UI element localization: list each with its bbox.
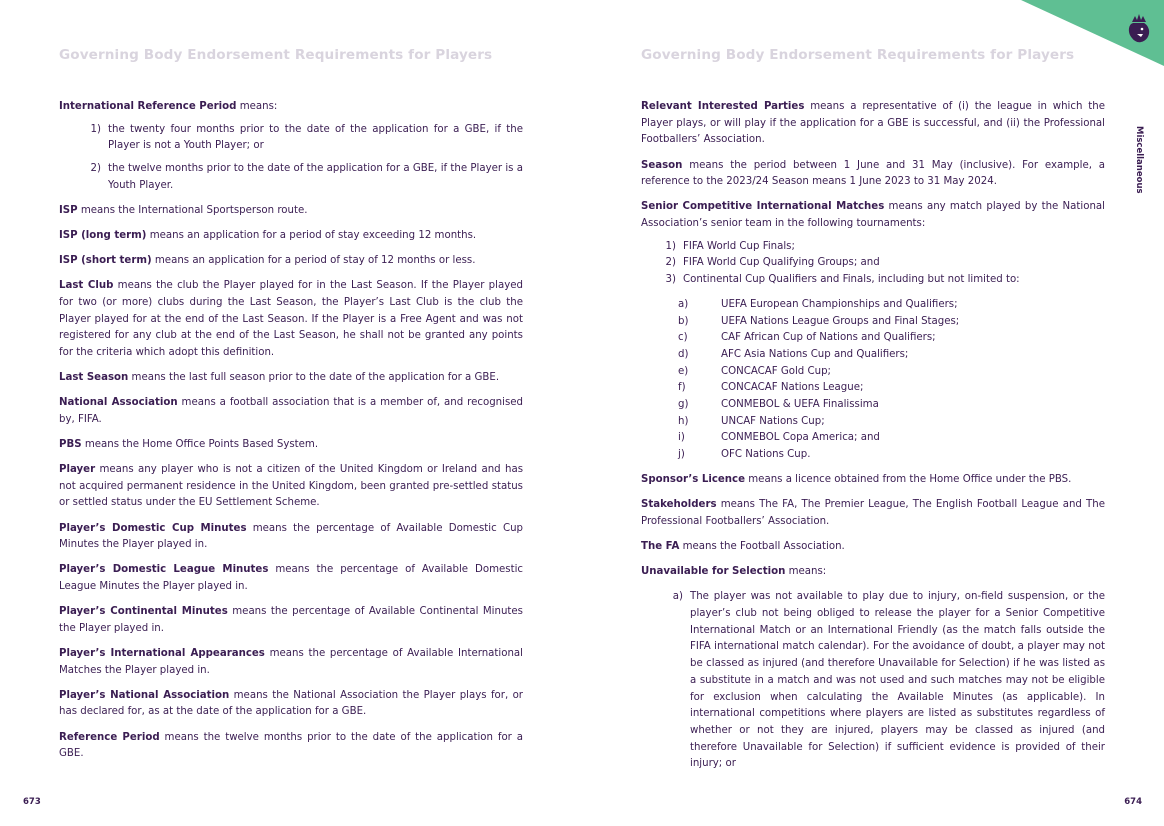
definition-national-association: National Association means a football association that is a member of, and recognised by, FIFA. (59, 397, 523, 425)
definition-isp-long-term: ISP (long term) means an application for a period of stay exceeding 12 months. (59, 230, 477, 241)
list-item: g) CONMEBOL & UEFA Finalissima (678, 399, 879, 411)
list-item: 2) the twelve months prior to the date of the application for a GBE, if the Player is a Youth Player. (90, 163, 523, 191)
page-number: 673 (23, 797, 41, 807)
list-item: h) UNCAF Nations Cup; (678, 415, 825, 427)
definition-season: Season means the period between 1 June and 31 May (inclusive). For example, a reference to the 2023/24 Season means 1 June 2023 to 31 May 2024. (641, 159, 1105, 188)
definition-stakeholders: Stakeholders means The FA, The Premier League, The English Football League and The Professional Footballers’ Association. (641, 499, 1105, 528)
list-item: a) UEFA European Championships and Qualifiers; (678, 298, 958, 310)
right-page (582, 0, 1164, 826)
definition-relevant-interested-parties: Relevant Interested Parties means a representative of (i) the league in which the Player plays, or will play if the application for a GBE is successful, and (ii) the Professional Footballers’ Association. (641, 101, 1105, 146)
list-item: f) CONCACAF Nations League; (678, 382, 864, 394)
section-tab: Miscellaneous (1134, 126, 1144, 194)
list-item: b) UEFA Nations League Groups and Final Stages; (678, 315, 960, 327)
list-item: e) CONCACAF Gold Cup; (678, 365, 831, 377)
definition-unavailable-for-selection: Unavailable for Selection means: (641, 566, 827, 578)
right-content (641, 99, 1105, 773)
definition-player: Player means any player who is not a citizen of the United Kingdom or Ireland and has not acquired permanent residence in the United Kingdom, been granted pre-settled status or settled status under the EU Settlement Scheme. (59, 464, 523, 509)
left-content (59, 99, 523, 771)
definition-international-appearances: Player’s International Appearances means the percentage of Available International Matches the Player played in. (59, 647, 524, 676)
definition-international-reference-period: International Reference Period means: (59, 101, 278, 112)
list-item: 1) FIFA World Cup Finals; (665, 240, 795, 252)
page-header: Governing Body Endorsement Requirements for Players (59, 47, 493, 63)
definition-reference-period: Reference Period means the twelve months prior to the date of the application for a GBE. (59, 731, 524, 760)
definition-players-national-association: Player’s National Association means the National Association the Player plays for, or has declared for, as at the date of the application for a GBE. (59, 689, 523, 718)
definition-pbs: PBS means the Home Office Points Based System. (59, 438, 319, 450)
page-number: 674 (1124, 797, 1142, 807)
premier-league-lion-icon (1124, 12, 1154, 44)
definition-isp: ISP means the International Sportsperson route. (59, 204, 308, 216)
definition-isp-short-term: ISP (short term) means an application for a period of stay of 12 months or less. (59, 255, 476, 267)
definition-sponsors-licence: Sponsor’s Licence means a licence obtained from the Home Office under the PBS. (641, 474, 1072, 486)
list-item: j) OFC Nations Cup. (678, 449, 811, 461)
list-item: d) AFC Asia Nations Cup and Qualifiers; (678, 348, 909, 360)
definition-the-fa: The FA means the Football Association. (641, 541, 845, 553)
definition-domestic-cup-minutes: Player’s Domestic Cup Minutes means the percentage of Available Domestic Cup Minutes the Player played in. (59, 522, 523, 551)
reference-period-list (59, 122, 523, 195)
list-item: i) CONMEBOL Copa America; and (678, 432, 880, 444)
definition-domestic-league-minutes: Player’s Domestic League Minutes means the percentage of Available Domestic League Minutes the Player played in. (59, 564, 523, 593)
definition-last-club: Last Club means the club the Player played for in the Last Season. If the Player played for two (or more) clubs during the Last Season, the Player’s Last Club is the club the Player played for at the end of the Last Season. If the Player is a Free Agent and was not registered for any club at the end of the Last Season, he shall not be granted any points for the criteria which adopt this definition. (59, 280, 523, 358)
tournament-list (641, 239, 1105, 289)
page-header: Governing Body Endorsement Requirements for Players (641, 47, 1075, 63)
continental-cup-list (641, 297, 1105, 464)
list-item: 1) the twenty four months prior to the date of the application for a GBE, if the Player is not a Youth Player; or (90, 123, 523, 152)
list-item: 3) Continental Cup Qualifiers and Finals, including but not limited to: (665, 274, 1020, 286)
definition-senior-competitive-international-matches: Senior Competitive International Matches means any match played by the National Association’s senior team in the following tournaments: (641, 201, 1105, 229)
list-item: a) The player was not available to play due to injury, on-field suspension, or the player’s club not being obliged to release the player for a Senior Competitive International Match or an International Friendly (as the match falls outside the FIFA international match calendar). For the avoidance of doubt, a player may not be classed as injured (and therefore Unavailable for Selection) if he was listed as a substitute in a match and was not used and such matches may not be eligible for exclusion when calculating the Available Minutes (as applicable). In international competitions where players are listed as substitutes regardless of whether or not they are injured, players may be classed as injured (and therefore Unavailable for Selection) if sufficient evidence is provided of their injury; or (672, 591, 1105, 770)
definition-last-season: Last Season means the last full season prior to the date of the application for a GBE. (59, 372, 500, 384)
definition-continental-minutes: Player’s Continental Minutes means the percentage of Available Continental Minutes the Player played in. (59, 606, 523, 634)
list-item: c) CAF African Cup of Nations and Qualifiers; (678, 332, 936, 344)
list-item: 2) FIFA World Cup Qualifying Groups; and (665, 257, 880, 269)
